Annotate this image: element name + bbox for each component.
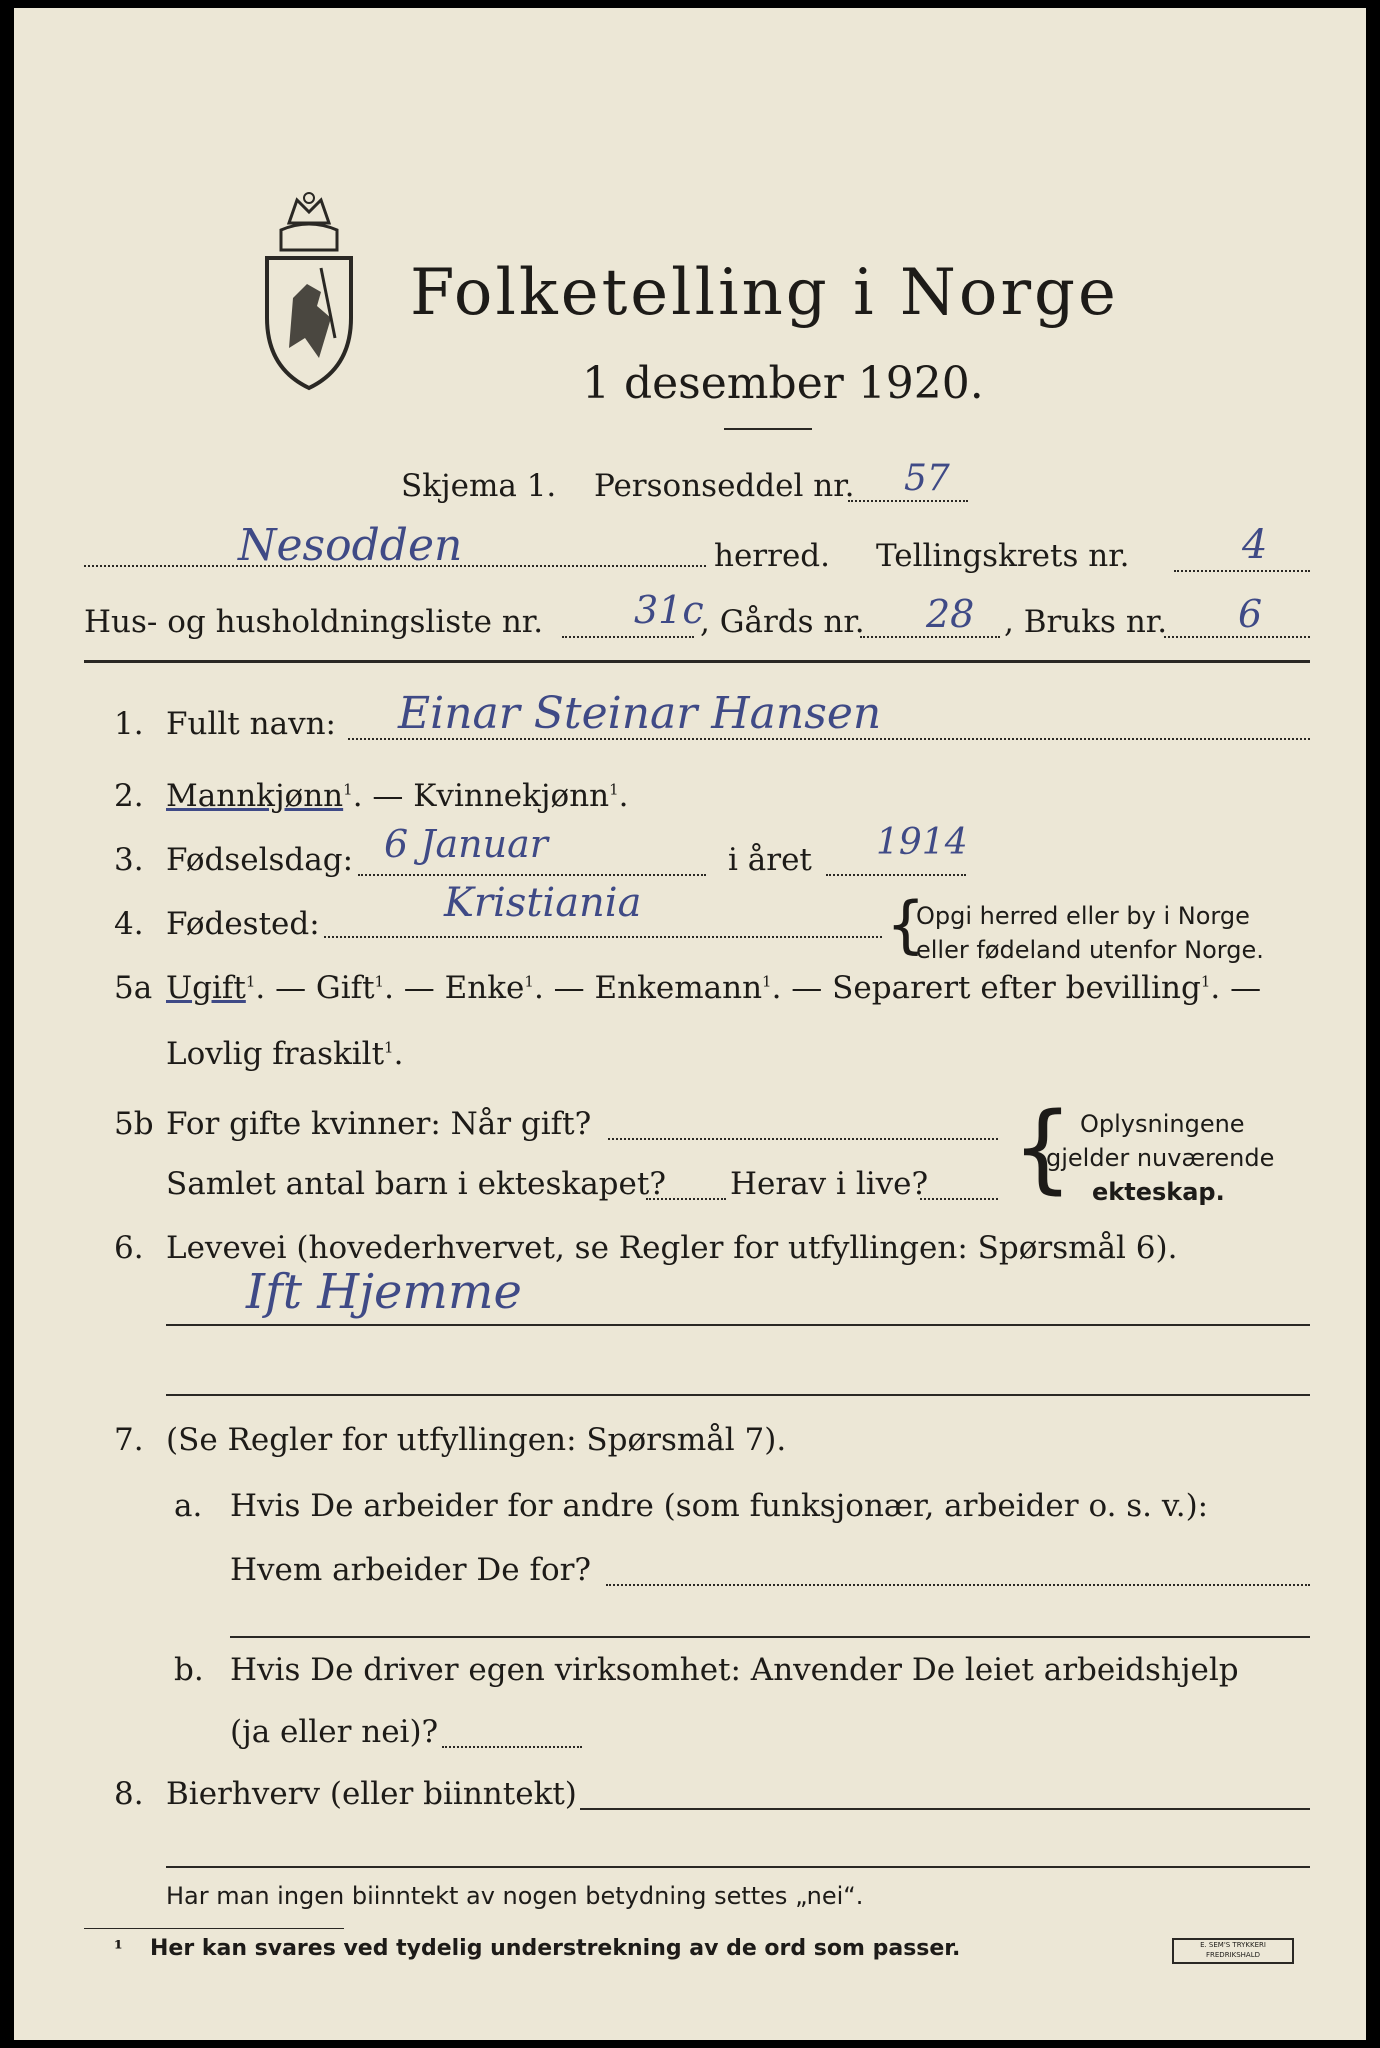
q5a-number: 5a	[114, 970, 153, 1006]
footnote-text: Her kan svares ved tydelig understrekning av de ord som passer.	[150, 1936, 961, 1961]
husliste-value: 31c	[634, 588, 704, 632]
q6-number: 6.	[114, 1230, 144, 1266]
personseddel-field-line	[848, 500, 968, 502]
tellingskrets-label: Tellingskrets nr.	[876, 538, 1130, 574]
q7b-text: Hvis De driver egen virksomhet: Anvender De leiet arbeidshjelp	[230, 1652, 1239, 1688]
footnote-ref: 1	[762, 972, 772, 991]
personseddel-label: Personseddel nr.	[594, 468, 855, 504]
q5b-alive-label: Herav i live?	[730, 1166, 929, 1202]
q5b-note-3: ekteskap.	[1092, 1178, 1225, 1206]
widow-option: . — Enke	[384, 970, 525, 1006]
q5b-married-line	[608, 1138, 998, 1140]
gards-label: , Gårds nr.	[700, 604, 865, 640]
q4-label: Fødested:	[166, 906, 320, 942]
footnote-ref: 1	[384, 1038, 394, 1057]
q5b-line1: For gifte kvinner: Når gift?	[166, 1106, 592, 1142]
no-income-note: Har man ingen biinntekt av nogen betydning settes „nei“.	[166, 1882, 864, 1910]
divorced-label: Lovlig fraskilt	[166, 1036, 385, 1072]
brace-icon: {	[1012, 1092, 1074, 1204]
q7a-letter: a.	[174, 1488, 203, 1524]
q5b-children-line	[646, 1198, 726, 1200]
q7b-sub: (ja eller nei)?	[230, 1714, 439, 1750]
q8-label: Bierhverv (eller biinntekt)	[166, 1776, 577, 1812]
widower-option: . — Enkemann	[533, 970, 763, 1006]
q5b-note-2: gjelder nuværende	[1046, 1144, 1275, 1172]
q6-line-2	[166, 1394, 1310, 1396]
year-label: i året	[728, 842, 812, 878]
male-option: Mannkjønn	[166, 778, 344, 814]
skjema-label: Skjema 1.	[401, 468, 557, 504]
q7a-field-line	[606, 1584, 1310, 1586]
husliste-field-line	[562, 636, 694, 638]
bruks-label: , Bruks nr.	[1004, 604, 1168, 640]
gards-field-line	[860, 636, 1000, 638]
brace-icon: {	[886, 888, 926, 961]
divorced-option	[166, 1036, 403, 1072]
page-title: Folketelling i Norge	[410, 256, 1119, 330]
q7-number: 7.	[114, 1422, 144, 1458]
coat-of-arms-icon	[249, 188, 369, 398]
q4-number: 4.	[114, 906, 144, 942]
header-section-divider	[84, 660, 1310, 663]
census-date: 1 desember 1920.	[582, 358, 984, 409]
q6-line-1	[166, 1324, 1310, 1326]
footnote-ref: 1	[524, 972, 534, 991]
birthday-value: 6 Januar	[384, 822, 548, 866]
footnote-divider	[84, 1928, 344, 1929]
q7b-field-line	[442, 1746, 582, 1748]
title-divider	[724, 428, 812, 430]
q7b-letter: b.	[174, 1652, 204, 1688]
footnote-ref: 1	[1200, 972, 1211, 991]
q2-end: .	[618, 778, 629, 814]
gards-value: 28	[926, 592, 975, 636]
q7a-line-2	[230, 1636, 1310, 1638]
printer-stamp: E. SEM'S TRYKKERI FREDRIKSHALD	[1172, 1938, 1294, 1964]
q4-field-line	[324, 936, 882, 938]
q5a-text	[166, 970, 1261, 1006]
q8-line-2	[166, 1866, 1310, 1868]
bruks-field-line	[1164, 636, 1310, 638]
herred-value: Nesodden	[238, 520, 463, 571]
q7a-text: Hvis De arbeider for andre (som funksjonær, arbeider o. s. v.):	[230, 1488, 1209, 1524]
birthplace-note-1: Opgi herred eller by i Norge	[916, 902, 1250, 930]
separated-option: . — Separert efter bevilling	[771, 970, 1201, 1006]
footnote-mark: ¹	[114, 1936, 123, 1960]
q3-number: 3.	[114, 842, 144, 878]
tellingskrets-value: 4	[1242, 522, 1268, 568]
q7a-sub: Hvem arbeider De for?	[230, 1552, 592, 1588]
footnote-ref: 1	[343, 780, 353, 799]
q5b-note-1: Oplysningene	[1080, 1110, 1245, 1138]
unmarried-option: Ugift	[166, 970, 246, 1006]
footnote-ref: 1	[374, 972, 385, 991]
full-name-value: Einar Steinar Hansen	[398, 688, 882, 739]
q2-text	[166, 778, 629, 814]
q3-day-line	[358, 874, 706, 876]
birth-year-value: 1914	[876, 822, 968, 863]
q7-label: (Se Regler for utfyllingen: Spørsmål 7).	[166, 1422, 787, 1458]
divorced-end: .	[393, 1036, 404, 1072]
q8-line-1	[580, 1808, 1310, 1810]
q3-year-line	[826, 874, 966, 876]
q1-number: 1.	[114, 706, 144, 742]
footnote-ref: 1	[245, 972, 256, 991]
q5b-number: 5b	[114, 1106, 154, 1142]
q6-label: Levevei (hovederhvervet, se Regler for utfyllingen: Spørsmål 6).	[166, 1230, 1178, 1266]
q5b-alive-line	[920, 1198, 998, 1200]
q3-label: Fødselsdag:	[166, 842, 354, 878]
q8-number: 8.	[114, 1776, 144, 1812]
tellingskrets-field-line	[1174, 570, 1310, 572]
female-option: Kvinnekjønn	[413, 778, 610, 814]
herred-label: herred.	[714, 538, 830, 574]
birthplace-value: Kristiania	[444, 880, 642, 926]
married-option: . — Gift	[255, 970, 375, 1006]
q2-separator: . —	[352, 778, 414, 814]
husliste-label: Hus- og husholdningsliste nr.	[84, 604, 544, 640]
q2-number: 2.	[114, 778, 144, 814]
census-form-sheet	[14, 8, 1366, 2040]
q5a-dash: . —	[1210, 970, 1262, 1006]
occupation-value: Ift Hjemme	[246, 1264, 522, 1320]
birthplace-note-2: eller fødeland utenfor Norge.	[916, 936, 1264, 964]
personseddel-value: 57	[904, 458, 950, 499]
q5b-children-label: Samlet antal barn i ekteskapet?	[166, 1166, 666, 1202]
bruks-value: 6	[1238, 592, 1263, 636]
footnote-ref: 1	[609, 780, 619, 799]
q1-label: Fullt navn:	[166, 706, 336, 742]
